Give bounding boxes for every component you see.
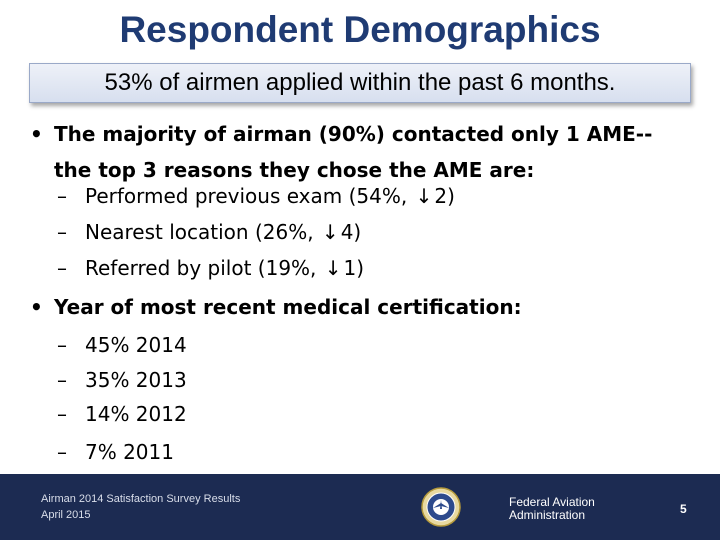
dash-marker: –: [57, 402, 67, 426]
down-arrow-icon: ↓: [324, 256, 342, 280]
sub-item-text: Referred by pilot (19%,: [85, 256, 323, 280]
sub-item: [57, 439, 174, 465]
sub-item-text: 45% 2014: [85, 333, 187, 357]
bullet-1-line-1: The majority of airman (90%) contacted only 1 AME--: [54, 122, 653, 146]
agency-name-line-2: Administration: [509, 508, 586, 522]
sub-item-text: 7% 2011: [85, 440, 174, 464]
faa-seal-icon: [421, 487, 461, 527]
bullet-marker: •: [30, 295, 43, 319]
sub-item: [57, 332, 187, 358]
dash-marker: –: [57, 368, 67, 392]
sub-item: [57, 219, 361, 245]
sub-item: [57, 255, 364, 281]
dash-marker: –: [57, 184, 67, 208]
down-arrow-icon: ↓: [321, 220, 339, 244]
sub-item-suffix: 4): [340, 220, 362, 244]
agency-name: [509, 496, 595, 522]
bullet-1-line-2: the top 3 reasons they chose the AME are:: [54, 158, 535, 182]
highlight-banner: 53% of airmen applied within the past 6 months.: [29, 63, 691, 103]
page-number: 5: [680, 502, 687, 516]
footer-survey-title: Airman 2014 Satisfaction Survey Results: [41, 493, 241, 505]
bullet-2-line-1: Year of most recent medical certification:: [54, 295, 522, 319]
dash-marker: –: [57, 256, 67, 280]
slide-title: Respondent Demographics: [119, 9, 601, 50]
sub-item-text: 14% 2012: [85, 402, 187, 426]
dash-marker: –: [57, 220, 67, 244]
sub-item-suffix: 2): [434, 184, 455, 208]
dash-marker: –: [57, 440, 67, 464]
sub-item-text: Nearest location (26%,: [85, 220, 320, 244]
sub-item-text: Performed previous exam (54%,: [85, 184, 414, 208]
footer-date: April 2015: [41, 509, 91, 521]
sub-item: [57, 183, 455, 209]
bullet-marker: •: [30, 122, 43, 146]
sub-item-text: 35% 2013: [85, 368, 187, 392]
sub-item: [57, 401, 187, 427]
slide-footer: [0, 474, 720, 540]
agency-name-line-1: Federal Aviation: [509, 495, 595, 509]
sub-item: [57, 367, 187, 393]
down-arrow-icon: ↓: [415, 184, 433, 208]
sub-item-suffix: 1): [343, 256, 365, 280]
dash-marker: –: [57, 333, 67, 357]
